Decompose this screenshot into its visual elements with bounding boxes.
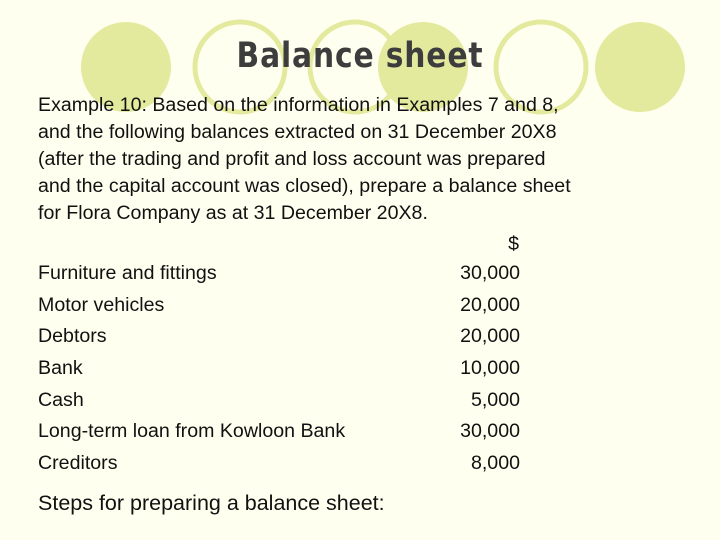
intro-line: and the following balances extracted on 31 December 20X8 bbox=[38, 121, 557, 143]
balance-amount: 10,000 bbox=[460, 357, 520, 380]
balance-label: Cash bbox=[38, 388, 84, 411]
balances-list bbox=[38, 261, 520, 483]
intro-line: for Flora Company as at 31 December 20X8. bbox=[38, 202, 428, 224]
balance-amount: 20,000 bbox=[460, 325, 520, 348]
balance-label: Long-term loan from Kowloon Bank bbox=[38, 420, 346, 443]
currency-header: $ bbox=[508, 233, 519, 255]
balance-amount: 8,000 bbox=[470, 452, 520, 475]
balance-row bbox=[38, 324, 520, 356]
slide-title: Balance sheet bbox=[236, 36, 484, 76]
intro-line: Example 10: Based on the information in Examples 7 and 8, bbox=[38, 94, 559, 116]
balance-label: Furniture and fittings bbox=[38, 262, 217, 284]
balance-row bbox=[38, 261, 520, 293]
balance-row bbox=[38, 388, 520, 420]
balance-label: Creditors bbox=[38, 452, 118, 475]
balance-label: Bank bbox=[38, 357, 83, 380]
intro-line: (after the trading and profit and loss account was prepared bbox=[38, 148, 546, 170]
balance-label: Motor vehicles bbox=[38, 293, 165, 316]
balance-row bbox=[38, 451, 520, 483]
balance-amount: 20,000 bbox=[460, 293, 520, 316]
steps-heading: Steps for preparing a balance sheet: bbox=[38, 491, 385, 515]
intro-paragraph bbox=[38, 92, 698, 227]
balance-row bbox=[38, 293, 520, 325]
balance-amount: 30,000 bbox=[460, 262, 520, 284]
balance-row bbox=[38, 419, 520, 451]
intro-line: and the capital account was closed), prepare a balance sheet bbox=[38, 175, 571, 197]
balance-amount: 5,000 bbox=[470, 388, 520, 411]
balance-row bbox=[38, 356, 520, 388]
balance-amount: 30,000 bbox=[460, 420, 520, 443]
balance-label: Debtors bbox=[38, 325, 107, 348]
